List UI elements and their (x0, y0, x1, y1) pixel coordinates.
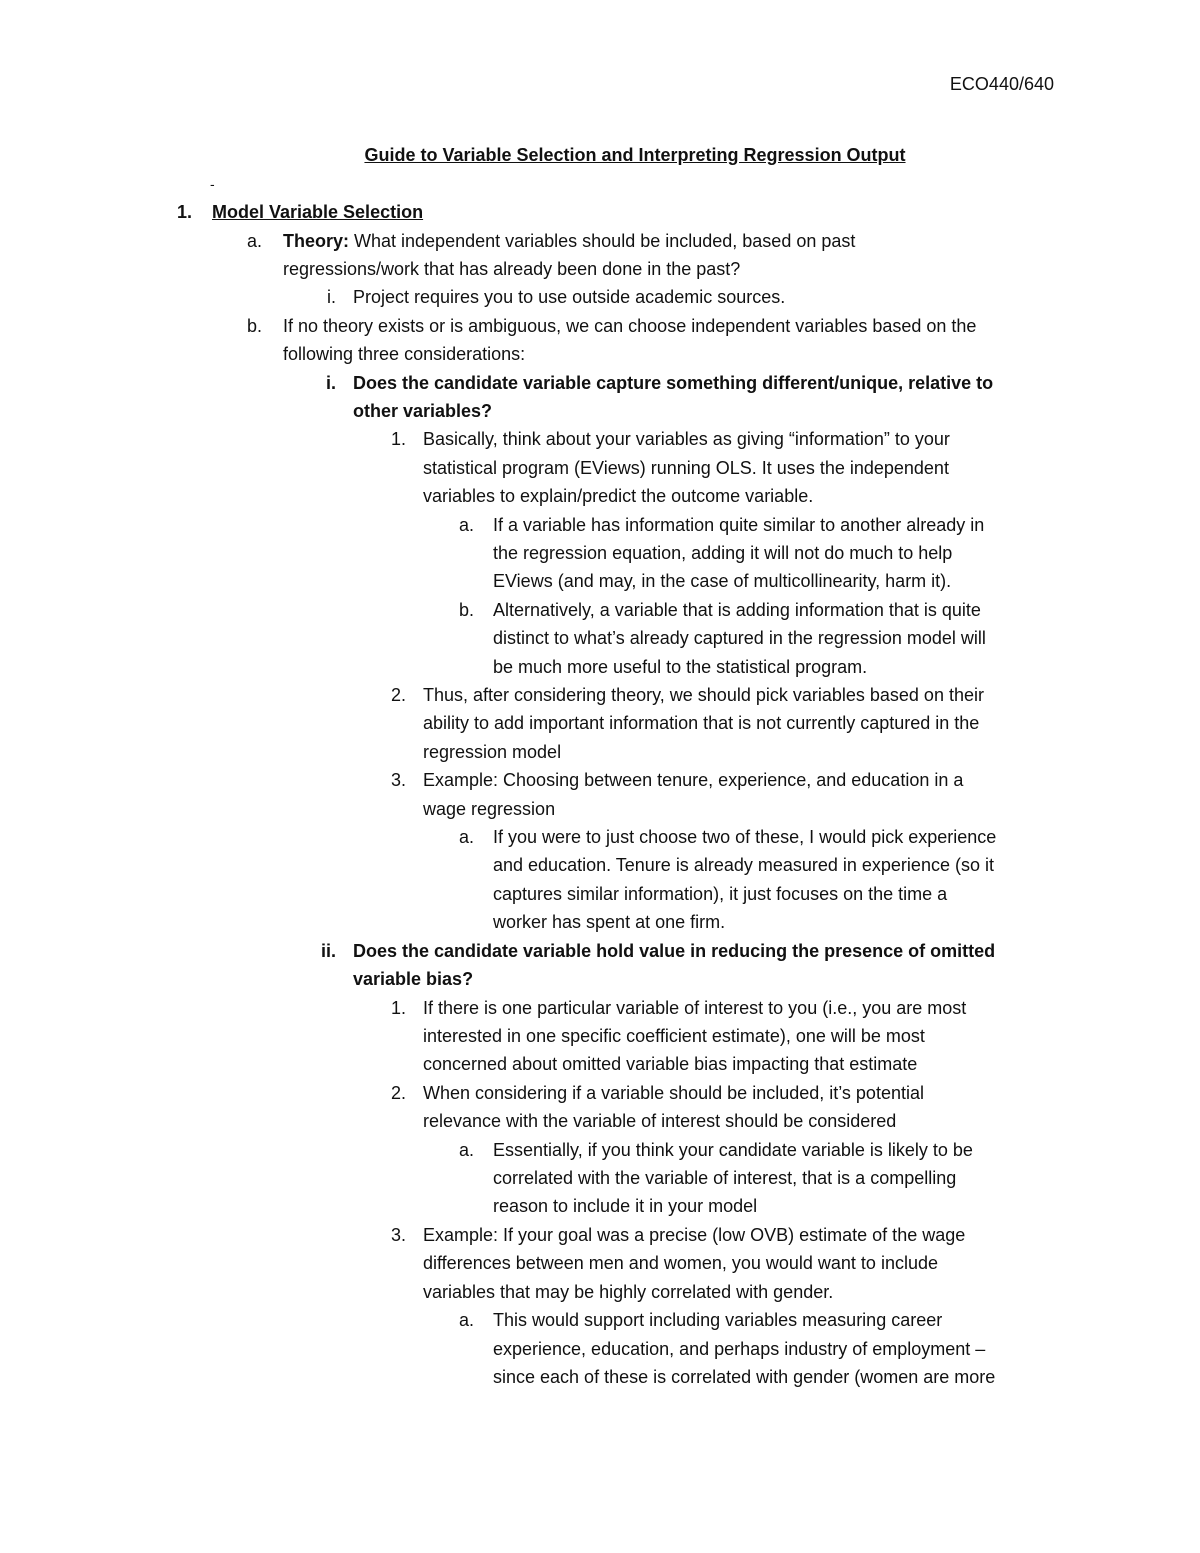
item-i-3a-line-3: captures similar information), it just focuses on the time a (493, 884, 948, 904)
item-i-1-line-1: Basically, think about your variables as giving “information” to your (423, 429, 950, 449)
item-ii-1-line-3: concerned about omitted variable bias impacting that estimate (423, 1054, 918, 1074)
item-b-marker: b. (246, 316, 262, 336)
item-ii-3a-line-3: since each of these is correlated with gender (women are more (493, 1367, 996, 1387)
item-i-1b-marker: b. (458, 600, 474, 620)
item-ii-2-line-2: relevance with the variable of interest should be considered (423, 1111, 897, 1131)
item-ii-3-marker: 3. (390, 1225, 406, 1245)
item-ii-2a-line-3: reason to include it in your model (493, 1196, 758, 1216)
item-i-3a-line-1: If you were to just choose two of these, I would pick experience (493, 827, 997, 847)
item-ii-1-line-2: interested in one specific coefficient estimate), one will be most (423, 1026, 925, 1046)
item-i-1-line-3: variables to explain/predict the outcome variable. (423, 486, 814, 506)
item-i-3-marker: 3. (390, 770, 406, 790)
item-ii-3-line-2: differences between men and women, you would want to include (423, 1253, 938, 1273)
section-1-heading: Model Variable Selection (212, 202, 424, 222)
item-ii-2a-line-1: Essentially, if you think your candidate variable is likely to be (493, 1140, 973, 1160)
item-i-3a-line-2: and education. Tenure is already measured in experience (so it (493, 855, 994, 875)
item-i-question-line-2: other variables? (353, 401, 493, 421)
item-b-line-2: following three considerations: (283, 344, 526, 364)
item-ii-2-marker: 2. (390, 1083, 406, 1103)
item-ii-3a-line-1: This would support including variables measuring career (493, 1310, 943, 1330)
item-ii-question-line-2: variable bias? (353, 969, 474, 989)
item-i-marker: i. (325, 373, 336, 393)
item-i-3a-marker: a. (458, 827, 474, 847)
item-i-2-line-2: ability to add important information that is not currently captured in the (423, 713, 980, 733)
item-i-2-line-1: Thus, after considering theory, we should pick variables based on their (423, 685, 984, 705)
item-i-3a-line-4: worker has spent at one firm. (493, 912, 726, 932)
item-ii-1-marker: 1. (390, 998, 406, 1018)
item-a-i-text: Project requires you to use outside academic sources. (353, 287, 786, 307)
item-i-1a-marker: a. (458, 515, 474, 535)
item-a-line-1 (283, 227, 855, 255)
item-i-3-line-2: wage regression (423, 799, 556, 819)
item-ii-2a-line-2: correlated with the variable of interest, that is a compelling (493, 1168, 957, 1188)
stray-mark: - (210, 176, 215, 192)
item-i-1b-line-3: be much more useful to the statistical program. (493, 657, 868, 677)
item-ii-3-line-1: Example: If your goal was a precise (low OVB) estimate of the wage (423, 1225, 966, 1245)
item-i-question-line-1: Does the candidate variable capture something different/unique, relative to (353, 373, 994, 393)
item-i-1a-line-1: If a variable has information quite similar to another already in (493, 515, 985, 535)
item-i-1a-line-2: the regression equation, adding it will not do much to help (493, 543, 953, 563)
item-a-lead: Theory: (283, 231, 350, 251)
item-a-marker: a. (246, 231, 262, 251)
section-1-number: 1. (176, 202, 192, 222)
item-ii-question-line-1: Does the candidate variable hold value in reducing the presence of omitted (353, 941, 996, 961)
item-ii-2-line-1: When considering if a variable should be included, it’s potential (423, 1083, 924, 1103)
item-i-1-marker: 1. (390, 429, 406, 449)
item-i-1b-line-2: distinct to what’s already captured in the regression model will (493, 628, 986, 648)
item-b-line-1: If no theory exists or is ambiguous, we can choose independent variables based on the (283, 316, 977, 336)
item-i-1b-line-1: Alternatively, a variable that is adding information that is quite (493, 600, 981, 620)
item-ii-marker: ii. (320, 941, 336, 961)
item-i-2-marker: 2. (390, 685, 406, 705)
item-a-i-marker: i. (327, 287, 336, 307)
item-i-1-line-2: statistical program (EViews) running OLS. It uses the independent (423, 458, 949, 478)
item-ii-3-line-3: variables that may be highly correlated with gender. (423, 1282, 834, 1302)
page-header-course-code: ECO440/640 (949, 74, 1054, 94)
item-ii-2a-marker: a. (458, 1140, 474, 1160)
item-ii-3a-line-2: experience, education, and perhaps industry of employment – (493, 1339, 986, 1359)
item-i-1a-line-3: EViews (and may, in the case of multicollinearity, harm it). (493, 571, 952, 591)
item-ii-3a-marker: a. (458, 1310, 474, 1330)
item-a-text-1: What independent variables should be included, based on past (349, 231, 856, 251)
item-ii-1-line-1: If there is one particular variable of interest to you (i.e., you are most (423, 998, 967, 1018)
item-i-3-line-1: Example: Choosing between tenure, experience, and education in a (423, 770, 964, 790)
item-i-2-line-3: regression model (423, 742, 562, 762)
page-title: Guide to Variable Selection and Interpreting Regression Output (364, 145, 906, 165)
item-a-line-2: regressions/work that has already been done in the past? (283, 259, 741, 279)
